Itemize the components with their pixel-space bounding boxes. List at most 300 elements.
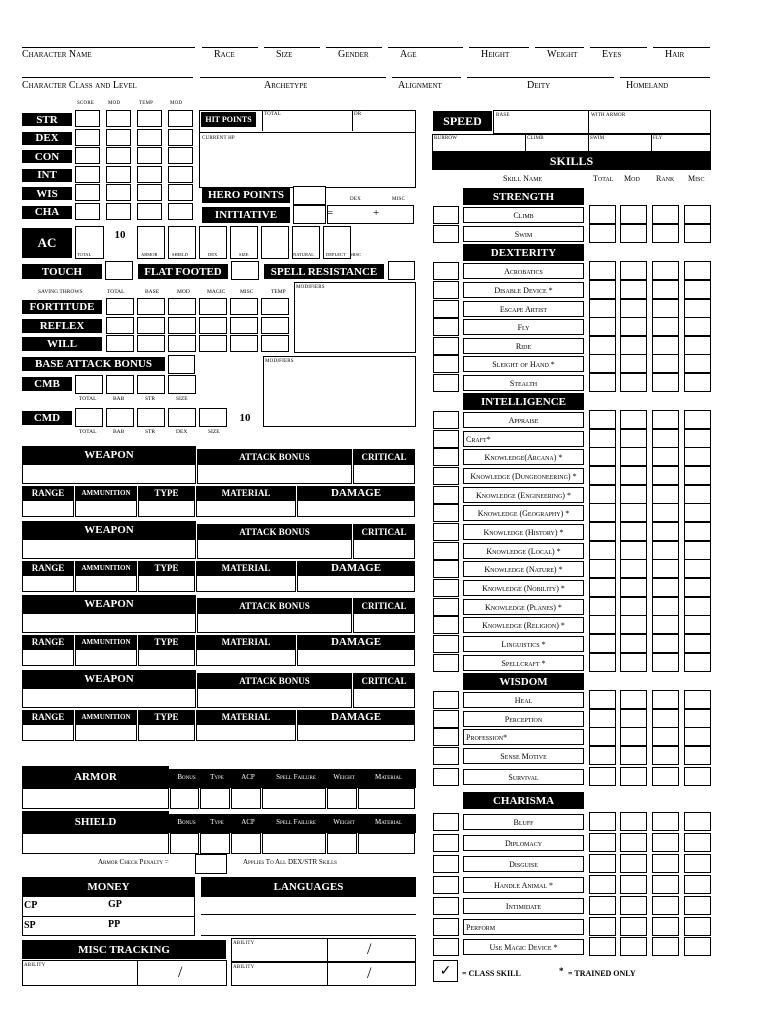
skill-value-box[interactable] — [684, 429, 711, 448]
class-skill-checkbox[interactable] — [433, 938, 459, 956]
ability-box[interactable] — [137, 184, 162, 201]
save-box[interactable] — [168, 317, 196, 334]
ability-box[interactable] — [75, 184, 100, 201]
skill-value-box[interactable] — [620, 812, 647, 831]
skill-value-box[interactable] — [589, 917, 616, 936]
skill-value-box[interactable] — [620, 373, 647, 392]
ability-box[interactable] — [168, 184, 193, 201]
skill-value-box[interactable] — [620, 541, 647, 560]
skill-value-box[interactable] — [589, 597, 616, 616]
skill-value-box[interactable] — [652, 615, 679, 634]
skill-value-box[interactable] — [589, 615, 616, 634]
skill-value-box[interactable] — [620, 634, 647, 653]
class-skill-checkbox[interactable] — [433, 448, 459, 466]
save-box[interactable] — [199, 335, 227, 352]
bab-box[interactable] — [168, 355, 195, 374]
class-skill-checkbox[interactable] — [433, 430, 459, 448]
weapon-detail-box[interactable] — [22, 575, 74, 592]
class-skill-checkbox[interactable] — [433, 691, 459, 709]
skill-value-box[interactable] — [652, 205, 679, 224]
armor-detail-box[interactable] — [231, 833, 261, 854]
weapon-name-box[interactable] — [22, 613, 196, 633]
skill-value-box[interactable] — [684, 224, 711, 243]
weapon-detail-box[interactable] — [297, 500, 415, 517]
skill-value-box[interactable] — [652, 541, 679, 560]
skill-value-box[interactable] — [684, 690, 711, 709]
class-skill-checkbox[interactable] — [433, 355, 459, 373]
weapon-name-box[interactable] — [22, 539, 196, 559]
skill-value-box[interactable] — [652, 634, 679, 653]
skill-value-box[interactable] — [684, 653, 711, 672]
skill-value-box[interactable] — [589, 429, 616, 448]
class-skill-checkbox[interactable] — [433, 467, 459, 485]
weapon-detail-box[interactable] — [196, 575, 296, 592]
class-skill-checkbox[interactable] — [433, 918, 459, 936]
ability-box[interactable] — [137, 129, 162, 146]
skill-value-box[interactable] — [589, 205, 616, 224]
ability-box[interactable] — [75, 147, 100, 164]
class-skill-checkbox[interactable] — [433, 486, 459, 504]
armor-detail-box[interactable] — [200, 833, 230, 854]
skill-value-box[interactable] — [620, 522, 647, 541]
skill-value-box[interactable] — [684, 410, 711, 429]
skill-value-box[interactable] — [620, 205, 647, 224]
save-box[interactable] — [261, 298, 289, 315]
misc-tracking-box[interactable] — [231, 938, 416, 962]
weapon-detail-box[interactable] — [75, 575, 137, 592]
save-box[interactable] — [106, 335, 134, 352]
armor-detail-box[interactable] — [262, 833, 326, 854]
skill-value-box[interactable] — [652, 299, 679, 318]
save-box[interactable] — [199, 317, 227, 334]
critical-box[interactable] — [353, 464, 415, 484]
cmd-box[interactable] — [106, 408, 134, 427]
skill-value-box[interactable] — [620, 653, 647, 672]
skill-value-box[interactable] — [589, 224, 616, 243]
class-skill-checkbox[interactable] — [433, 897, 459, 915]
ac-mod-box[interactable] — [261, 226, 289, 259]
weapon-detail-box[interactable] — [138, 724, 195, 741]
class-skill-checkbox[interactable] — [433, 318, 459, 336]
save-box[interactable] — [261, 317, 289, 334]
ability-box[interactable] — [137, 147, 162, 164]
armor-name-box[interactable] — [22, 788, 169, 809]
skill-value-box[interactable] — [684, 833, 711, 852]
skill-value-box[interactable] — [652, 429, 679, 448]
weapon-detail-box[interactable] — [297, 724, 415, 741]
header-field-line[interactable] — [388, 47, 463, 48]
cmd-box[interactable] — [137, 408, 165, 427]
skill-value-box[interactable] — [652, 410, 679, 429]
skill-value-box[interactable] — [589, 317, 616, 336]
hp-divider-line[interactable] — [200, 132, 415, 133]
language-line[interactable] — [201, 914, 416, 915]
critical-box[interactable] — [353, 539, 415, 559]
skill-value-box[interactable] — [684, 447, 711, 466]
save-box[interactable] — [168, 335, 196, 352]
weapon-detail-box[interactable] — [196, 500, 296, 517]
skill-value-box[interactable] — [620, 280, 647, 299]
skill-value-box[interactable] — [684, 280, 711, 299]
save-box[interactable] — [137, 317, 165, 334]
skill-value-box[interactable] — [652, 917, 679, 936]
weapon-detail-box[interactable] — [196, 724, 296, 741]
skill-value-box[interactable] — [589, 354, 616, 373]
skill-value-box[interactable] — [620, 597, 647, 616]
skill-value-box[interactable] — [684, 767, 711, 786]
save-box[interactable] — [261, 335, 289, 352]
weapon-name-box[interactable] — [22, 464, 196, 484]
cmb-box[interactable] — [75, 375, 103, 394]
save-modifiers-box[interactable] — [294, 282, 416, 353]
armor-detail-box[interactable] — [200, 788, 230, 809]
skill-value-box[interactable] — [589, 746, 616, 765]
weapon-detail-box[interactable] — [75, 649, 137, 666]
weapon-detail-box[interactable] — [22, 724, 74, 741]
skill-value-box[interactable] — [684, 522, 711, 541]
ability-box[interactable] — [75, 110, 100, 127]
skill-value-box[interactable] — [620, 746, 647, 765]
skill-value-box[interactable] — [620, 559, 647, 578]
skill-value-box[interactable] — [589, 896, 616, 915]
save-box[interactable] — [137, 298, 165, 315]
save-box[interactable] — [137, 335, 165, 352]
skill-value-box[interactable] — [684, 875, 711, 894]
skill-value-box[interactable] — [684, 336, 711, 355]
skill-value-box[interactable] — [684, 597, 711, 616]
ability-box[interactable] — [106, 147, 131, 164]
critical-box[interactable] — [353, 613, 415, 633]
skill-value-box[interactable] — [684, 466, 711, 485]
class-skill-checkbox[interactable] — [433, 747, 459, 765]
ability-box[interactable] — [75, 129, 100, 146]
skill-value-box[interactable] — [652, 875, 679, 894]
class-skill-checkbox[interactable] — [433, 876, 459, 894]
skill-value-box[interactable] — [589, 937, 616, 956]
skill-value-box[interactable] — [652, 373, 679, 392]
skill-value-box[interactable] — [684, 261, 711, 280]
armor-detail-box[interactable] — [170, 788, 199, 809]
skill-value-box[interactable] — [620, 317, 647, 336]
header-field-line[interactable] — [620, 77, 710, 78]
cmb-box[interactable] — [168, 375, 196, 394]
flat-footed-box[interactable] — [231, 261, 259, 280]
misc-tracking-box[interactable] — [231, 962, 416, 986]
skill-value-box[interactable] — [652, 690, 679, 709]
skill-value-box[interactable] — [589, 336, 616, 355]
class-skill-checkbox[interactable] — [433, 579, 459, 597]
weapon-detail-box[interactable] — [22, 500, 74, 517]
cmb-box[interactable] — [137, 375, 165, 394]
skill-value-box[interactable] — [589, 447, 616, 466]
class-skill-checkbox[interactable] — [433, 337, 459, 355]
armor-detail-box[interactable] — [358, 833, 415, 854]
ability-box[interactable] — [168, 166, 193, 183]
skill-value-box[interactable] — [684, 354, 711, 373]
class-skill-checkbox[interactable] — [433, 206, 459, 224]
skill-value-box[interactable] — [684, 812, 711, 831]
ability-box[interactable] — [106, 203, 131, 220]
skill-value-box[interactable] — [620, 466, 647, 485]
skill-value-box[interactable] — [652, 503, 679, 522]
header-field-line[interactable] — [22, 77, 193, 78]
skill-value-box[interactable] — [652, 354, 679, 373]
skill-value-box[interactable] — [684, 634, 711, 653]
header-field-line[interactable] — [22, 47, 195, 48]
skill-value-box[interactable] — [620, 709, 647, 728]
attack-bonus-box[interactable] — [197, 464, 352, 484]
skill-value-box[interactable] — [684, 917, 711, 936]
weapon-detail-box[interactable] — [196, 649, 296, 666]
class-skill-checkbox[interactable] — [433, 523, 459, 541]
ability-box[interactable] — [137, 203, 162, 220]
header-field-line[interactable] — [264, 47, 320, 48]
hero-points-box[interactable] — [293, 186, 326, 205]
skill-value-box[interactable] — [620, 485, 647, 504]
skill-value-box[interactable] — [589, 299, 616, 318]
skill-value-box[interactable] — [684, 503, 711, 522]
skill-value-box[interactable] — [684, 317, 711, 336]
skill-value-box[interactable] — [684, 896, 711, 915]
skill-value-box[interactable] — [589, 812, 616, 831]
skill-value-box[interactable] — [652, 485, 679, 504]
skill-value-box[interactable] — [620, 299, 647, 318]
armor-name-box[interactable] — [22, 833, 169, 854]
skill-value-box[interactable] — [589, 578, 616, 597]
skill-value-box[interactable] — [589, 466, 616, 485]
skill-value-box[interactable] — [684, 559, 711, 578]
touch-box[interactable] — [105, 261, 133, 280]
header-field-line[interactable] — [202, 47, 258, 48]
language-line[interactable] — [201, 935, 416, 936]
skill-value-box[interactable] — [589, 410, 616, 429]
class-skill-checkbox[interactable] — [433, 834, 459, 852]
class-skill-checkbox[interactable] — [433, 598, 459, 616]
save-box[interactable] — [230, 317, 258, 334]
class-skill-checkbox[interactable] — [433, 635, 459, 653]
skill-value-box[interactable] — [684, 373, 711, 392]
skill-value-box[interactable] — [620, 854, 647, 873]
skill-value-box[interactable] — [652, 559, 679, 578]
acp-box[interactable] — [195, 854, 227, 874]
skill-value-box[interactable] — [620, 261, 647, 280]
skill-value-box[interactable] — [652, 896, 679, 915]
skill-value-box[interactable] — [620, 578, 647, 597]
speed-movement-box[interactable] — [432, 134, 711, 152]
ability-box[interactable] — [137, 110, 162, 127]
ability-box[interactable] — [168, 129, 193, 146]
cmd-box[interactable] — [168, 408, 196, 427]
save-box[interactable] — [230, 335, 258, 352]
skill-value-box[interactable] — [589, 485, 616, 504]
armor-detail-box[interactable] — [262, 788, 326, 809]
weapon-detail-box[interactable] — [22, 649, 74, 666]
header-field-line[interactable] — [467, 77, 614, 78]
weapon-detail-box[interactable] — [75, 724, 137, 741]
skill-value-box[interactable] — [620, 503, 647, 522]
attack-bonus-box[interactable] — [197, 539, 352, 559]
ability-box[interactable] — [106, 129, 131, 146]
skill-value-box[interactable] — [589, 833, 616, 852]
skill-value-box[interactable] — [652, 937, 679, 956]
skill-value-box[interactable] — [684, 727, 711, 746]
class-skill-checkbox[interactable] — [433, 374, 459, 392]
class-skill-checkbox[interactable] — [433, 262, 459, 280]
skill-value-box[interactable] — [589, 767, 616, 786]
skill-value-box[interactable] — [652, 653, 679, 672]
weapon-detail-box[interactable] — [138, 649, 195, 666]
skill-value-box[interactable] — [652, 261, 679, 280]
class-skill-checkbox[interactable] — [433, 560, 459, 578]
cmd-box[interactable] — [75, 408, 103, 427]
armor-detail-box[interactable] — [327, 788, 357, 809]
skill-value-box[interactable] — [652, 854, 679, 873]
skill-value-box[interactable] — [589, 503, 616, 522]
skill-value-box[interactable] — [589, 261, 616, 280]
class-skill-checkbox[interactable] — [433, 616, 459, 634]
ability-box[interactable] — [168, 147, 193, 164]
skill-value-box[interactable] — [620, 336, 647, 355]
header-field-line[interactable] — [469, 47, 529, 48]
save-box[interactable] — [106, 317, 134, 334]
armor-detail-box[interactable] — [358, 788, 415, 809]
skill-value-box[interactable] — [652, 578, 679, 597]
skill-value-box[interactable] — [620, 896, 647, 915]
skill-value-box[interactable] — [589, 634, 616, 653]
save-box[interactable] — [106, 298, 134, 315]
skill-value-box[interactable] — [620, 429, 647, 448]
cmd-box[interactable] — [199, 408, 227, 427]
skill-value-box[interactable] — [652, 224, 679, 243]
armor-detail-box[interactable] — [170, 833, 199, 854]
skill-value-box[interactable] — [652, 317, 679, 336]
class-skill-checkbox[interactable] — [433, 768, 459, 786]
cmb-modifiers-box[interactable] — [263, 356, 416, 427]
skill-value-box[interactable] — [684, 205, 711, 224]
weapon-name-box[interactable] — [22, 688, 196, 708]
skill-value-box[interactable] — [684, 578, 711, 597]
skill-value-box[interactable] — [620, 917, 647, 936]
class-skill-checkbox[interactable] — [433, 813, 459, 831]
header-field-line[interactable] — [535, 47, 584, 48]
armor-detail-box[interactable] — [327, 833, 357, 854]
class-skill-checkbox[interactable] — [433, 710, 459, 728]
header-field-line[interactable] — [200, 77, 386, 78]
cmb-box[interactable] — [106, 375, 134, 394]
skill-value-box[interactable] — [652, 833, 679, 852]
ability-box[interactable] — [75, 203, 100, 220]
skill-value-box[interactable] — [620, 875, 647, 894]
skill-value-box[interactable] — [684, 541, 711, 560]
header-field-line[interactable] — [326, 47, 382, 48]
ability-box[interactable] — [168, 110, 193, 127]
header-field-line[interactable] — [653, 47, 710, 48]
attack-bonus-box[interactable] — [197, 688, 352, 708]
skill-value-box[interactable] — [684, 709, 711, 728]
weapon-detail-box[interactable] — [138, 500, 195, 517]
ability-box[interactable] — [106, 166, 131, 183]
ability-box[interactable] — [106, 184, 131, 201]
skill-value-box[interactable] — [589, 727, 616, 746]
skill-value-box[interactable] — [620, 833, 647, 852]
skill-value-box[interactable] — [652, 336, 679, 355]
skill-value-box[interactable] — [652, 767, 679, 786]
money-divider[interactable] — [22, 916, 195, 917]
spell-resistance-box[interactable] — [388, 261, 415, 280]
skill-value-box[interactable] — [620, 690, 647, 709]
skill-value-box[interactable] — [652, 280, 679, 299]
skill-value-box[interactable] — [684, 937, 711, 956]
weapon-detail-box[interactable] — [138, 575, 195, 592]
class-skill-checkbox[interactable] — [433, 225, 459, 243]
class-skill-checkbox[interactable] — [433, 855, 459, 873]
skill-value-box[interactable] — [620, 727, 647, 746]
armor-detail-box[interactable] — [231, 788, 261, 809]
skill-value-box[interactable] — [620, 224, 647, 243]
skill-value-box[interactable] — [589, 541, 616, 560]
skill-value-box[interactable] — [589, 709, 616, 728]
critical-box[interactable] — [353, 688, 415, 708]
skill-value-box[interactable] — [589, 280, 616, 299]
skill-value-box[interactable] — [652, 812, 679, 831]
ability-box[interactable] — [106, 110, 131, 127]
skill-value-box[interactable] — [589, 373, 616, 392]
skill-value-box[interactable] — [652, 746, 679, 765]
initiative-mods-box[interactable] — [327, 205, 414, 224]
skill-value-box[interactable] — [684, 299, 711, 318]
skill-value-box[interactable] — [620, 937, 647, 956]
initiative-total-box[interactable] — [293, 205, 326, 224]
skill-value-box[interactable] — [620, 410, 647, 429]
skill-value-box[interactable] — [589, 522, 616, 541]
skill-value-box[interactable] — [589, 690, 616, 709]
class-skill-checkbox[interactable] — [433, 411, 459, 429]
class-skill-checkbox[interactable] — [433, 300, 459, 318]
skill-value-box[interactable] — [620, 615, 647, 634]
skill-value-box[interactable] — [589, 854, 616, 873]
skill-value-box[interactable] — [589, 653, 616, 672]
misc-tracking-box[interactable] — [22, 960, 227, 986]
skill-value-box[interactable] — [620, 767, 647, 786]
skill-value-box[interactable] — [652, 597, 679, 616]
save-box[interactable] — [199, 298, 227, 315]
class-skill-checkbox[interactable] — [433, 504, 459, 522]
skill-value-box[interactable] — [684, 615, 711, 634]
header-field-line[interactable] — [590, 47, 647, 48]
class-skill-checkbox[interactable] — [433, 281, 459, 299]
save-box[interactable] — [168, 298, 196, 315]
skill-value-box[interactable] — [620, 447, 647, 466]
class-skill-checkbox[interactable] — [433, 542, 459, 560]
header-field-line[interactable] — [392, 77, 461, 78]
skill-value-box[interactable] — [652, 709, 679, 728]
skill-value-box[interactable] — [620, 354, 647, 373]
skill-value-box[interactable] — [684, 485, 711, 504]
weapon-detail-box[interactable] — [297, 649, 415, 666]
weapon-detail-box[interactable] — [297, 575, 415, 592]
ability-box[interactable] — [137, 166, 162, 183]
attack-bonus-box[interactable] — [197, 613, 352, 633]
skill-value-box[interactable] — [684, 746, 711, 765]
ability-box[interactable] — [75, 166, 100, 183]
skill-value-box[interactable] — [652, 466, 679, 485]
skill-value-box[interactable] — [589, 875, 616, 894]
skill-value-box[interactable] — [652, 447, 679, 466]
skill-value-box[interactable] — [684, 854, 711, 873]
save-box[interactable] — [230, 298, 258, 315]
skill-value-box[interactable] — [652, 522, 679, 541]
ability-box[interactable] — [168, 203, 193, 220]
